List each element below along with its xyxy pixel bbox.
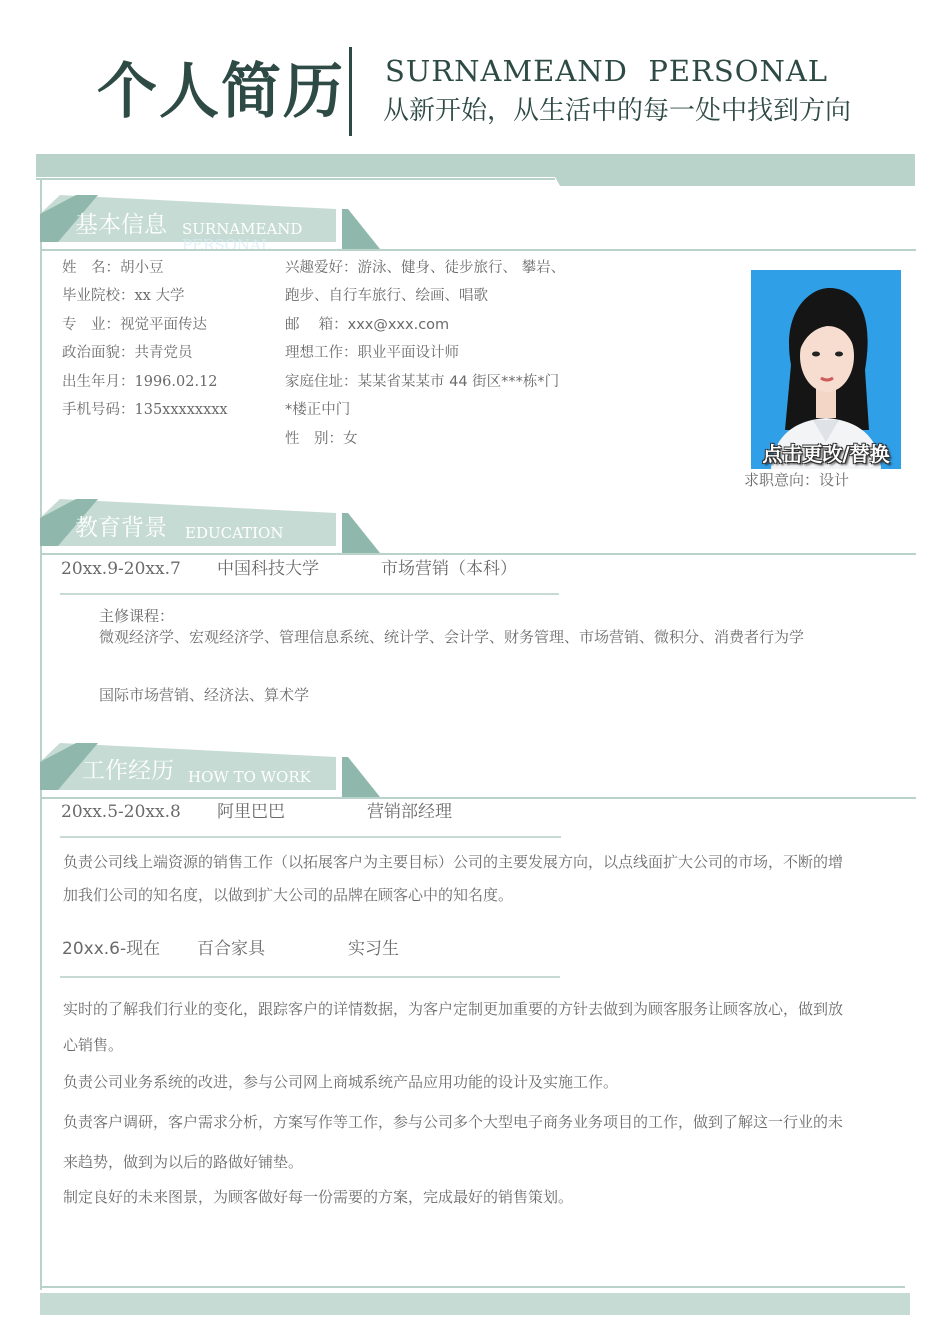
job1-divider	[60, 836, 561, 838]
info-gender: 性 别：女	[285, 431, 358, 447]
title-slogan: 从新开始，从生活中的每一处中找到方向	[383, 96, 852, 126]
title-english: SURNAMEAND PERSONAL	[385, 54, 829, 88]
section-subtitle-basic-overflow: PERSONAL	[182, 236, 271, 249]
profile-photo[interactable]	[751, 270, 901, 469]
job1-company: 阿里巴巴	[217, 802, 285, 822]
job2-position: 实习生	[348, 939, 399, 959]
title-divider	[349, 47, 352, 136]
info-ideal-job: 理想工作：职业平面设计师	[285, 345, 459, 361]
job2-desc-line6: 制定良好的未来图景，为顾客做好每一份需要的方案，完成最好的销售策划。	[63, 1188, 574, 1206]
job2-desc-line5: 来趋势，做到为以后的路做好铺垫。	[63, 1153, 304, 1171]
info-school: 毕业院校：xx 大学	[62, 288, 185, 304]
job1-position: 营销部经理	[367, 802, 452, 822]
info-name: 姓 名：胡小豆	[62, 260, 164, 276]
job2-period: 20xx.6-现在	[62, 939, 161, 959]
section-subtitle-basic: SURNAMEAND	[182, 220, 303, 238]
edu-school: 中国科技大学	[217, 559, 319, 579]
info-job-intention: 求职意向：设计	[744, 471, 850, 489]
portrait-icon	[751, 270, 901, 469]
section-banner-basic	[38, 192, 918, 254]
info-phone: 手机号码：135xxxxxxxx	[62, 402, 228, 418]
info-hobby-line1: 兴趣爱好：游泳、健身、徒步旅行、 攀岩、	[285, 260, 566, 276]
info-birth: 出生年月：1996.02.12	[62, 374, 218, 390]
footer-band	[0, 1275, 950, 1320]
edu-courses-line2: 国际市场营销、经济法、算术学	[99, 686, 310, 704]
left-border-line	[40, 180, 42, 1290]
section-banner-education	[38, 496, 918, 558]
edu-divider	[60, 593, 559, 595]
info-email: 邮 箱：xxx@xxx.com	[285, 317, 450, 333]
header-band	[0, 150, 950, 195]
edu-major: 市场营销（本科）	[381, 559, 517, 579]
section-title-education: 教育背景	[75, 515, 167, 541]
photo-change-button[interactable]: 点击更改/替换	[762, 442, 890, 466]
info-address-line1: 家庭住址：某某省某某市 44 街区***栋*门	[285, 374, 560, 390]
info-hobby-line2: 跑步、自行车旅行、绘画、唱歌	[285, 288, 488, 304]
info-major: 专 业：视觉平面传达	[62, 317, 207, 333]
edu-courses-line1: 微观经济学、宏观经济学、管理信息系统、统计学、会计学、财务管理、市场营销、微积分、消费者行为学	[99, 628, 805, 646]
edu-courses-label: 主修课程：	[99, 607, 175, 625]
job2-company: 百合家具	[197, 939, 265, 959]
section-subtitle-work: HOW TO WORK	[188, 768, 311, 786]
section-title-basic: 基本信息	[75, 212, 167, 238]
job2-divider	[60, 976, 560, 978]
job2-desc-line2: 心销售。	[63, 1036, 124, 1054]
job2-desc-line3: 负责公司业务系统的改进，参与公司网上商城系统产品应用功能的设计及实施工作。	[63, 1073, 619, 1091]
edu-period: 20xx.9-20xx.7	[61, 559, 181, 579]
job1-desc-line2: 加我们公司的知名度，以做到扩大公司的品牌在顾客心中的知名度。	[63, 886, 514, 904]
section-subtitle-education: EDUCATION	[185, 524, 284, 542]
job2-desc-line4: 负责客户调研，客户需求分析，方案写作等工作，参与公司多个大型电子商务业务项目的工作，做到了解这一行业的未	[63, 1113, 844, 1131]
info-address-line2: *楼正中门	[285, 402, 351, 418]
info-political: 政治面貌：共青党员	[62, 345, 193, 361]
job2-desc-line1: 实时的了解我们行业的变化，跟踪客户的详情数据，为客户定制更加重要的方针去做到为顾客服务让顾客放心，做到放	[63, 1000, 844, 1018]
job1-desc-line1: 负责公司线上端资源的销售工作（以拓展客户为主要目标）公司的主要发展方向，以点线面扩大公司的市场，不断的增	[63, 853, 844, 871]
section-title-work: 工作经历	[82, 758, 174, 784]
job1-period: 20xx.5-20xx.8	[61, 802, 181, 822]
resume-title: 个人简历	[97, 57, 345, 127]
